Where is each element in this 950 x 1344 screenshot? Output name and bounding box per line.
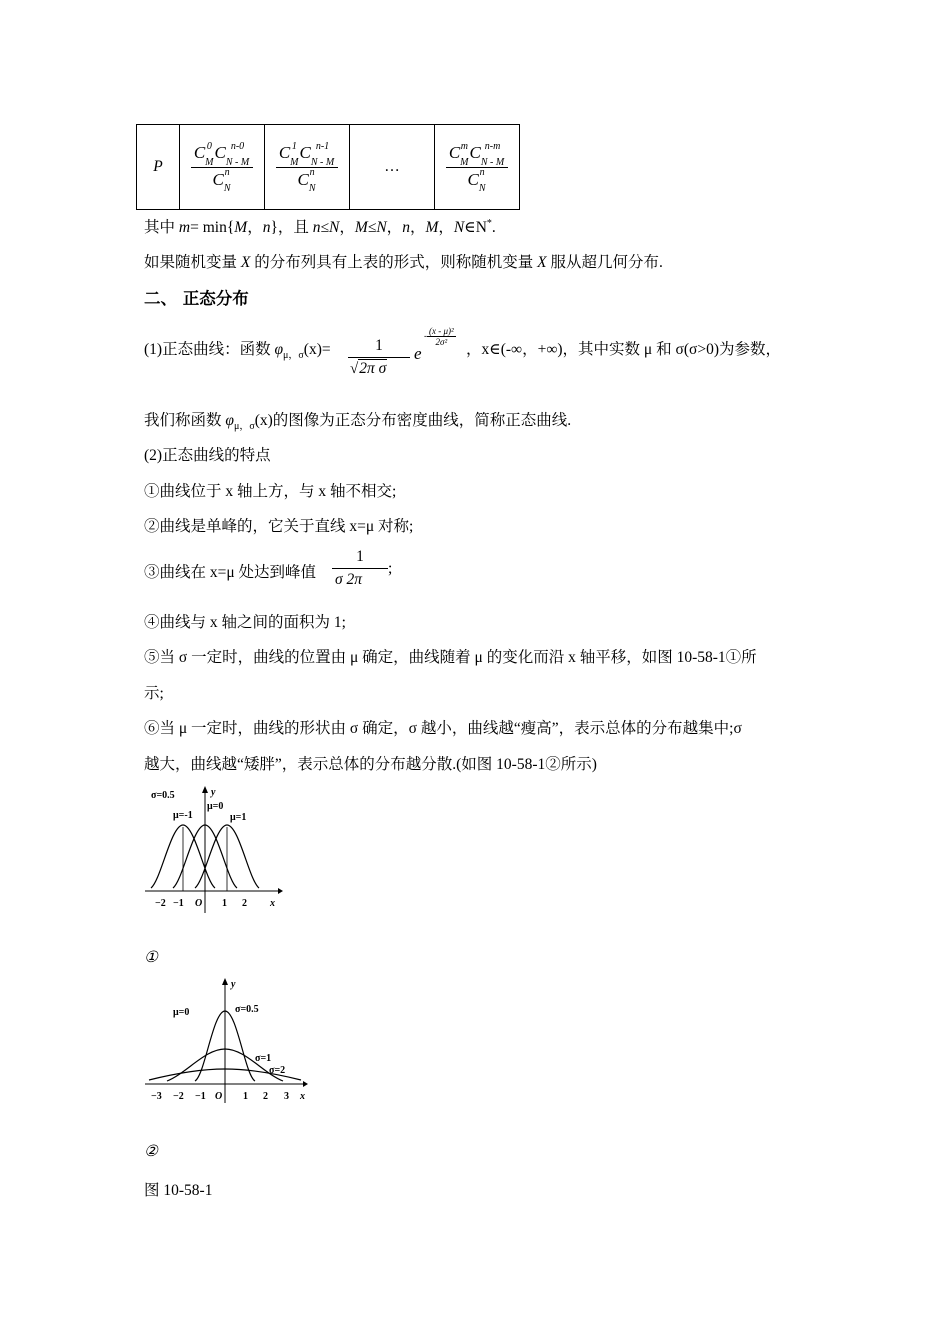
tick-label: O bbox=[195, 898, 203, 909]
prob-fraction: C m M C n-m N - M C n N bbox=[446, 143, 508, 191]
peak-numerator: 1 bbox=[356, 548, 364, 565]
x-axis-arrow-icon bbox=[278, 888, 283, 894]
formula-fraction-bar bbox=[348, 357, 410, 358]
y-axis-label: y bbox=[231, 979, 236, 990]
formula-e: e bbox=[414, 344, 422, 363]
curve-definition-rest: ，x∈(-∞，+∞)，其中实数 μ 和 σ(σ>0)为参数， bbox=[466, 341, 782, 358]
row-label-cell bbox=[137, 125, 180, 210]
tick-label: 2 bbox=[242, 898, 247, 909]
feature-item-1: ①曲线位于 x 轴上方，与 x 轴不相交; bbox=[144, 483, 397, 500]
table-row bbox=[137, 125, 520, 210]
mu-label: μ=-1 bbox=[173, 810, 193, 821]
peak-fraction-bar bbox=[332, 568, 388, 569]
sigma-label: σ=0.5 bbox=[151, 790, 175, 801]
sigma-label: σ=0.5 bbox=[235, 1004, 259, 1015]
sigma-label: σ=1 bbox=[255, 1053, 272, 1064]
tick-label: −3 bbox=[151, 1091, 162, 1102]
formula-exponent: - $\frac{\text{(x - μ)²}}{\text{2σ²}}$ bbox=[424, 326, 454, 347]
where-line: 其中 m= min{M，n}，且 n≤N，M≤N，n，M，N∈N*. bbox=[144, 217, 496, 236]
tick-label: −2 bbox=[173, 1091, 184, 1102]
call-line: 我们称函数 $\varphi_{\mu,\sigma}(x)$的图像为正态分布密度曲线，简称正态曲线. bbox=[144, 412, 572, 433]
mu-label: μ=1 bbox=[230, 812, 247, 823]
x-axis-label: x bbox=[270, 898, 275, 909]
prob-fraction: C 1 M C n-1 N - M C n N bbox=[276, 143, 338, 191]
tick-label: 3 bbox=[284, 1091, 289, 1102]
feature-item-5: ⑤当 σ 一定时，曲线的位置由 μ 确定，曲线随着 μ 的变化而沿 x 轴平移，如图 10-58-1①所 bbox=[144, 649, 757, 666]
peak-denominator: σ 2π bbox=[335, 571, 363, 588]
x-axis-label: x bbox=[300, 1091, 305, 1102]
ellipsis: … bbox=[384, 158, 400, 175]
feature-item-4: ④曲线与 x 轴之间的面积为 1; bbox=[144, 614, 346, 631]
figure-1 bbox=[143, 785, 283, 915]
figure-2 bbox=[143, 975, 313, 1105]
figure-2-caption: ② bbox=[144, 1143, 158, 1160]
feature-item-3: ③曲线在 x=μ 处达到峰值 bbox=[144, 564, 317, 581]
tick-label: −1 bbox=[195, 1091, 206, 1102]
y-axis-arrow-icon bbox=[202, 786, 208, 793]
hypergeometric-line: 如果随机变量 X 的分布列具有上表的形式，则称随机变量 X 服从超几何分布. bbox=[144, 254, 663, 271]
tick-label: 1 bbox=[243, 1091, 248, 1102]
mu-label: μ=0 bbox=[207, 801, 224, 812]
figure-label: 图 10-58-1 bbox=[144, 1182, 213, 1199]
mu-label: μ=0 bbox=[173, 1007, 190, 1018]
curve-definition-line: (1)正态曲线：函数 $\varphi_{\mu,\sigma}(x)=$ bbox=[144, 341, 331, 362]
distribution-table bbox=[136, 124, 520, 210]
feature-item-6-cont: 越大，曲线越“矮胖”，表示总体的分布越分散.(如图 10-58-1②所示) bbox=[144, 756, 597, 773]
feature-item-3-end: ; bbox=[388, 560, 393, 577]
formula-numerator: 1 bbox=[375, 337, 383, 354]
y-axis-arrow-icon bbox=[222, 978, 228, 985]
x-axis-arrow-icon bbox=[303, 1081, 308, 1087]
tick-label: O bbox=[215, 1091, 223, 1102]
features-title: (2)正态曲线的特点 bbox=[144, 447, 271, 464]
formula-denominator: √2π σ bbox=[350, 360, 387, 377]
prob-cell-ellipsis bbox=[350, 125, 435, 210]
prob-cell-m bbox=[435, 125, 520, 210]
y-axis-label: y bbox=[211, 787, 216, 798]
tick-label: −1 bbox=[173, 898, 184, 909]
tick-label: −2 bbox=[155, 898, 166, 909]
row-label: P bbox=[153, 158, 163, 175]
prob-fraction: C 0 M C n-0 N - M C n N bbox=[191, 143, 253, 191]
feature-item-2: ②曲线是单峰的，它关于直线 x=μ 对称; bbox=[144, 518, 414, 535]
feature-item-6: ⑥当 μ 一定时，曲线的形状由 σ 确定，σ 越小，曲线越“瘦高”，表示总体的分布越集中;σ bbox=[144, 720, 742, 737]
figure-1-caption: ① bbox=[144, 949, 158, 966]
tick-label: 2 bbox=[263, 1091, 268, 1102]
prob-cell-1 bbox=[265, 125, 350, 210]
feature-item-5-cont: 示; bbox=[144, 685, 164, 702]
prob-cell-0 bbox=[180, 125, 265, 210]
sigma-label: σ=2 bbox=[269, 1065, 286, 1076]
section-title: 二、 正态分布 bbox=[144, 289, 249, 308]
tick-label: 1 bbox=[222, 898, 227, 909]
